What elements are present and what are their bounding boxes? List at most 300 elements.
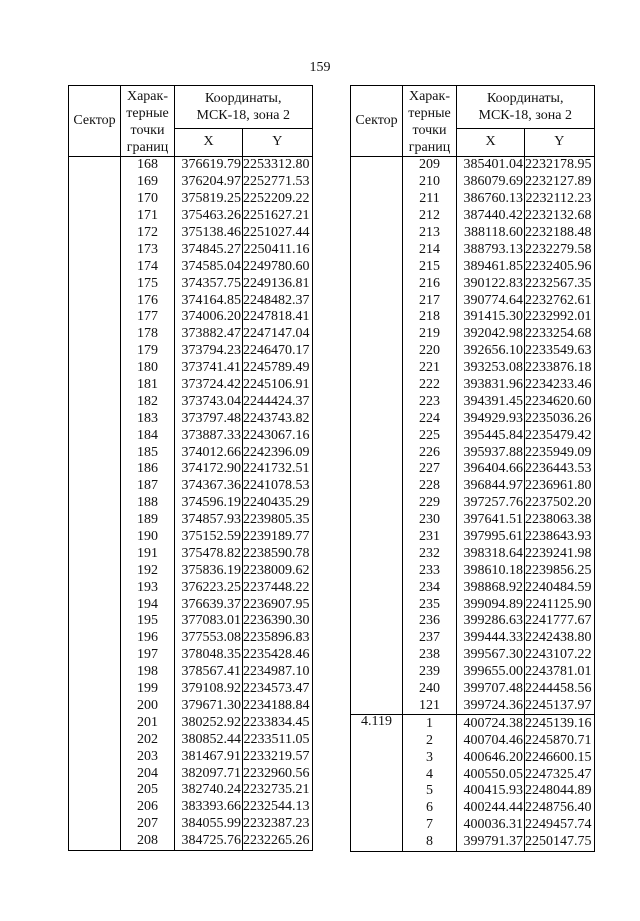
x-cell: 393253.08 [457, 360, 525, 377]
header-char-line: терные [126, 106, 169, 121]
y-cell: 2238590.78 [243, 545, 313, 562]
x-cell: 373743.04 [175, 393, 243, 410]
sector-cell [351, 562, 403, 579]
x-cell: 388793.13 [457, 241, 525, 258]
sector-cell [351, 529, 403, 546]
point-cell: 206 [121, 799, 175, 816]
sector-cell [351, 478, 403, 495]
y-cell: 2239189.77 [243, 529, 313, 546]
point-cell: 121 [403, 698, 457, 715]
point-cell: 226 [403, 444, 457, 461]
table-row [69, 664, 313, 681]
sector-cell [69, 393, 121, 410]
x-cell: 395937.88 [457, 444, 525, 461]
point-cell: 8 [403, 834, 457, 851]
sector-cell [351, 749, 403, 766]
y-cell: 2246600.15 [525, 749, 595, 766]
sector-cell [69, 816, 121, 833]
x-cell: 376619.79 [175, 157, 243, 174]
y-cell: 2245137.97 [525, 698, 595, 715]
table-row [351, 258, 595, 275]
table-row [351, 478, 595, 495]
table-row [69, 258, 313, 275]
y-cell: 2251027.44 [243, 225, 313, 242]
x-cell: 373794.23 [175, 343, 243, 360]
point-cell: 212 [403, 208, 457, 225]
table-row [351, 749, 595, 766]
table-row [69, 410, 313, 427]
point-cell: 235 [403, 596, 457, 613]
y-cell: 2243743.82 [243, 410, 313, 427]
point-cell: 230 [403, 512, 457, 529]
sector-cell [69, 174, 121, 191]
table-row [69, 427, 313, 444]
header-x: X [175, 128, 243, 156]
table-row [351, 766, 595, 783]
x-cell: 374006.20 [175, 309, 243, 326]
sector-cell [351, 225, 403, 242]
y-cell: 2235479.42 [525, 427, 595, 444]
point-cell: 233 [403, 562, 457, 579]
y-cell: 2235949.09 [525, 444, 595, 461]
sector-cell [351, 208, 403, 225]
x-cell: 373724.42 [175, 377, 243, 394]
point-cell: 238 [403, 647, 457, 664]
point-cell: 209 [403, 157, 457, 174]
x-cell: 399094.89 [457, 596, 525, 613]
x-cell: 377083.01 [175, 613, 243, 630]
point-cell: 221 [403, 360, 457, 377]
sector-cell [69, 765, 121, 782]
point-cell: 180 [121, 360, 175, 377]
header-char-line: Харак- [126, 89, 168, 104]
table-row [351, 241, 595, 258]
y-cell: 2246470.17 [243, 343, 313, 360]
point-cell: 177 [121, 309, 175, 326]
point-cell: 178 [121, 326, 175, 343]
point-cell: 207 [121, 816, 175, 833]
sector-cell [69, 208, 121, 225]
x-cell: 373797.48 [175, 410, 243, 427]
point-cell: 214 [403, 241, 457, 258]
x-cell: 379671.30 [175, 698, 243, 715]
point-cell: 195 [121, 613, 175, 630]
point-cell: 7 [403, 817, 457, 834]
y-cell: 2237502.20 [525, 495, 595, 512]
header-characteristic-points [121, 86, 175, 157]
table-row [69, 377, 313, 394]
sector-cell [351, 241, 403, 258]
page-number: 159 [309, 60, 331, 75]
header-coords-line: МСК-18, зона 2 [196, 107, 290, 123]
table-row [69, 596, 313, 613]
point-cell: 219 [403, 326, 457, 343]
y-cell: 2233876.18 [525, 360, 595, 377]
sector-cell [69, 833, 121, 850]
x-cell: 373887.33 [175, 427, 243, 444]
table-row [351, 529, 595, 546]
y-cell: 2234233.46 [525, 377, 595, 394]
sector-cell [69, 495, 121, 512]
point-cell: 3 [403, 749, 457, 766]
table-row [351, 157, 595, 174]
sector-cell [351, 495, 403, 512]
header-coords-line: МСК-18, зона 2 [478, 107, 572, 123]
x-cell: 398868.92 [457, 579, 525, 596]
y-cell: 2237448.22 [243, 579, 313, 596]
sector-cell [351, 309, 403, 326]
sector-cell [69, 748, 121, 765]
table-row [351, 512, 595, 529]
sector-cell [351, 732, 403, 749]
point-cell: 227 [403, 461, 457, 478]
x-cell: 398610.18 [457, 562, 525, 579]
table-row [69, 579, 313, 596]
point-cell: 185 [121, 444, 175, 461]
table-row [351, 377, 595, 394]
point-cell: 204 [121, 765, 175, 782]
point-cell: 182 [121, 393, 175, 410]
point-cell: 236 [403, 613, 457, 630]
table-row [69, 799, 313, 816]
x-cell: 373741.41 [175, 360, 243, 377]
y-cell: 2232735.21 [243, 782, 313, 799]
x-cell: 374585.04 [175, 258, 243, 275]
sector-cell [69, 799, 121, 816]
y-cell: 2240435.29 [243, 495, 313, 512]
header-characteristic-points [403, 86, 457, 157]
sector-cell [351, 461, 403, 478]
y-cell: 2249136.81 [243, 275, 313, 292]
table-row [351, 410, 595, 427]
y-cell: 2232567.35 [525, 275, 595, 292]
point-cell: 199 [121, 681, 175, 698]
header-char-line: Харак- [408, 89, 450, 104]
sector-cell [351, 292, 403, 309]
x-cell: 389461.85 [457, 258, 525, 275]
y-cell: 2234188.84 [243, 698, 313, 715]
y-cell: 2249780.60 [243, 258, 313, 275]
y-cell: 2233511.05 [243, 731, 313, 748]
table-row [69, 545, 313, 562]
table-row [69, 191, 313, 208]
point-cell: 210 [403, 174, 457, 191]
point-cell: 229 [403, 495, 457, 512]
coordinates-table-left [68, 85, 313, 851]
x-cell: 382097.71 [175, 765, 243, 782]
y-cell: 2239241.98 [525, 545, 595, 562]
x-cell: 380852.44 [175, 731, 243, 748]
sector-cell [351, 275, 403, 292]
sector-cell [69, 225, 121, 242]
sector-cell [69, 292, 121, 309]
point-cell: 220 [403, 343, 457, 360]
x-cell: 397995.61 [457, 529, 525, 546]
x-cell: 386079.69 [457, 174, 525, 191]
y-cell: 2245139.16 [525, 715, 595, 732]
y-cell: 2252209.22 [243, 191, 313, 208]
sector-cell [69, 275, 121, 292]
x-cell: 383393.66 [175, 799, 243, 816]
sector-cell [69, 596, 121, 613]
table-row [69, 326, 313, 343]
y-cell: 2238643.93 [525, 529, 595, 546]
sector-cell [69, 562, 121, 579]
table-row [351, 444, 595, 461]
table-row [351, 275, 595, 292]
x-cell: 391415.30 [457, 309, 525, 326]
sector-cell [351, 410, 403, 427]
sector-cell [69, 343, 121, 360]
y-cell: 2239805.35 [243, 512, 313, 529]
y-cell: 2242396.09 [243, 444, 313, 461]
table-row [351, 495, 595, 512]
x-cell: 387440.42 [457, 208, 525, 225]
sector-cell [69, 427, 121, 444]
table-row [351, 817, 595, 834]
x-cell: 374596.19 [175, 495, 243, 512]
x-cell: 399724.36 [457, 698, 525, 715]
table-row [351, 630, 595, 647]
point-cell: 176 [121, 292, 175, 309]
x-cell: 388118.60 [457, 225, 525, 242]
y-cell: 2235428.46 [243, 647, 313, 664]
point-cell: 5 [403, 783, 457, 800]
x-cell: 398318.64 [457, 545, 525, 562]
table-body-left [69, 157, 313, 851]
point-cell: 196 [121, 630, 175, 647]
sector-cell [351, 596, 403, 613]
y-cell: 2242438.80 [525, 630, 595, 647]
point-cell: 228 [403, 478, 457, 495]
sector-cell [69, 241, 121, 258]
x-cell: 397257.76 [457, 495, 525, 512]
sector-cell [69, 714, 121, 731]
table-row [69, 681, 313, 698]
y-cell: 2243107.22 [525, 647, 595, 664]
table-row [69, 343, 313, 360]
sector-cell [351, 800, 403, 817]
point-cell: 202 [121, 731, 175, 748]
x-cell: 374164.85 [175, 292, 243, 309]
y-cell: 2232544.13 [243, 799, 313, 816]
y-cell: 2234987.10 [243, 664, 313, 681]
sector-cell [351, 766, 403, 783]
point-cell: 170 [121, 191, 175, 208]
x-cell: 375819.25 [175, 191, 243, 208]
sector-cell [351, 783, 403, 800]
sector-cell [69, 478, 121, 495]
y-cell: 2241125.90 [525, 596, 595, 613]
sector-cell [69, 410, 121, 427]
point-cell: 184 [121, 427, 175, 444]
table-row [351, 545, 595, 562]
point-cell: 183 [121, 410, 175, 427]
point-cell: 190 [121, 529, 175, 546]
x-cell: 399707.48 [457, 681, 525, 698]
y-cell: 2232279.58 [525, 241, 595, 258]
table-row [351, 681, 595, 698]
table-row [351, 596, 595, 613]
point-cell: 216 [403, 275, 457, 292]
x-cell: 399444.33 [457, 630, 525, 647]
y-cell: 2235896.83 [243, 630, 313, 647]
sector-cell [351, 630, 403, 647]
table-row [351, 343, 595, 360]
sector-cell [351, 834, 403, 851]
point-cell: 189 [121, 512, 175, 529]
sector-cell [351, 545, 403, 562]
table-row [69, 613, 313, 630]
y-cell: 2233834.45 [243, 714, 313, 731]
y-cell: 2232178.95 [525, 157, 595, 174]
x-cell: 394391.45 [457, 393, 525, 410]
x-cell: 378567.41 [175, 664, 243, 681]
y-cell: 2236961.80 [525, 478, 595, 495]
point-cell: 213 [403, 225, 457, 242]
point-cell: 224 [403, 410, 457, 427]
y-cell: 2232387.23 [243, 816, 313, 833]
table-row [69, 816, 313, 833]
y-cell: 2245870.71 [525, 732, 595, 749]
x-cell: 396404.66 [457, 461, 525, 478]
y-cell: 2243067.16 [243, 427, 313, 444]
y-cell: 2232127.89 [525, 174, 595, 191]
sector-cell [351, 258, 403, 275]
point-cell: 205 [121, 782, 175, 799]
table-row [69, 529, 313, 546]
y-cell: 2233549.63 [525, 343, 595, 360]
y-cell: 2247818.41 [243, 309, 313, 326]
y-cell: 2232405.96 [525, 258, 595, 275]
sector-cell [69, 377, 121, 394]
x-cell: 375836.19 [175, 562, 243, 579]
point-cell: 187 [121, 478, 175, 495]
x-cell: 393831.96 [457, 377, 525, 394]
table-row [351, 208, 595, 225]
table-row [351, 191, 595, 208]
sector-cell [69, 309, 121, 326]
x-cell: 374845.27 [175, 241, 243, 258]
point-cell: 172 [121, 225, 175, 242]
table-row [351, 326, 595, 343]
table-row [351, 698, 595, 715]
point-cell: 217 [403, 292, 457, 309]
point-cell: 174 [121, 258, 175, 275]
y-cell: 2232265.26 [243, 833, 313, 850]
point-cell: 168 [121, 157, 175, 174]
header-sector: Сектор [69, 86, 121, 157]
x-cell: 390122.83 [457, 275, 525, 292]
y-cell: 2252771.53 [243, 174, 313, 191]
point-cell: 192 [121, 562, 175, 579]
y-cell: 2238063.38 [525, 512, 595, 529]
x-cell: 392656.10 [457, 343, 525, 360]
sector-cell [351, 817, 403, 834]
x-cell: 385401.04 [457, 157, 525, 174]
x-cell: 384055.99 [175, 816, 243, 833]
header-coordinates [175, 86, 313, 129]
x-cell: 380252.92 [175, 714, 243, 731]
y-cell: 2236390.30 [243, 613, 313, 630]
x-cell: 400244.44 [457, 800, 525, 817]
sector-cell [69, 191, 121, 208]
y-cell: 2250411.16 [243, 241, 313, 258]
table-row [69, 630, 313, 647]
table-row [351, 393, 595, 410]
y-cell: 2232188.48 [525, 225, 595, 242]
x-cell: 400704.46 [457, 732, 525, 749]
x-cell: 400036.31 [457, 817, 525, 834]
x-cell: 397641.51 [457, 512, 525, 529]
point-cell: 240 [403, 681, 457, 698]
table-row [69, 461, 313, 478]
table-row [351, 647, 595, 664]
sector-cell [351, 664, 403, 681]
y-cell: 2247147.04 [243, 326, 313, 343]
x-cell: 374012.66 [175, 444, 243, 461]
table-row [351, 427, 595, 444]
sector-cell [69, 326, 121, 343]
header-char-line: точки [130, 123, 165, 138]
y-cell: 2241777.67 [525, 613, 595, 630]
x-cell: 399655.00 [457, 664, 525, 681]
table-body-right [351, 157, 595, 852]
point-cell: 211 [403, 191, 457, 208]
point-cell: 188 [121, 495, 175, 512]
sector-cell [69, 157, 121, 174]
point-cell: 173 [121, 241, 175, 258]
y-cell: 2248756.40 [525, 800, 595, 817]
point-cell: 198 [121, 664, 175, 681]
sector-cell [69, 461, 121, 478]
point-cell: 222 [403, 377, 457, 394]
sector-cell [351, 613, 403, 630]
sector-cell [351, 427, 403, 444]
header-y: Y [243, 128, 313, 156]
table-row [69, 275, 313, 292]
y-cell: 2232992.01 [525, 309, 595, 326]
table-row [351, 579, 595, 596]
x-cell: 376639.37 [175, 596, 243, 613]
table-row [69, 562, 313, 579]
table-row [351, 360, 595, 377]
coordinates-table-right [350, 85, 595, 852]
y-cell: 2234620.60 [525, 393, 595, 410]
table-row [69, 292, 313, 309]
table-row [69, 241, 313, 258]
point-cell: 179 [121, 343, 175, 360]
point-cell: 193 [121, 579, 175, 596]
y-cell: 2251627.21 [243, 208, 313, 225]
x-cell: 377553.08 [175, 630, 243, 647]
table-row [351, 292, 595, 309]
x-cell: 374857.93 [175, 512, 243, 529]
x-cell: 375138.46 [175, 225, 243, 242]
table-row [69, 309, 313, 326]
x-cell: 400724.38 [457, 715, 525, 732]
table-row [351, 461, 595, 478]
header-coords-line: Координаты, [487, 90, 564, 106]
point-cell: 2 [403, 732, 457, 749]
y-cell: 2232112.23 [525, 191, 595, 208]
x-cell: 399286.63 [457, 613, 525, 630]
point-cell: 231 [403, 529, 457, 546]
point-cell: 6 [403, 800, 457, 817]
x-cell: 381467.91 [175, 748, 243, 765]
y-cell: 2235036.26 [525, 410, 595, 427]
table-row [69, 495, 313, 512]
